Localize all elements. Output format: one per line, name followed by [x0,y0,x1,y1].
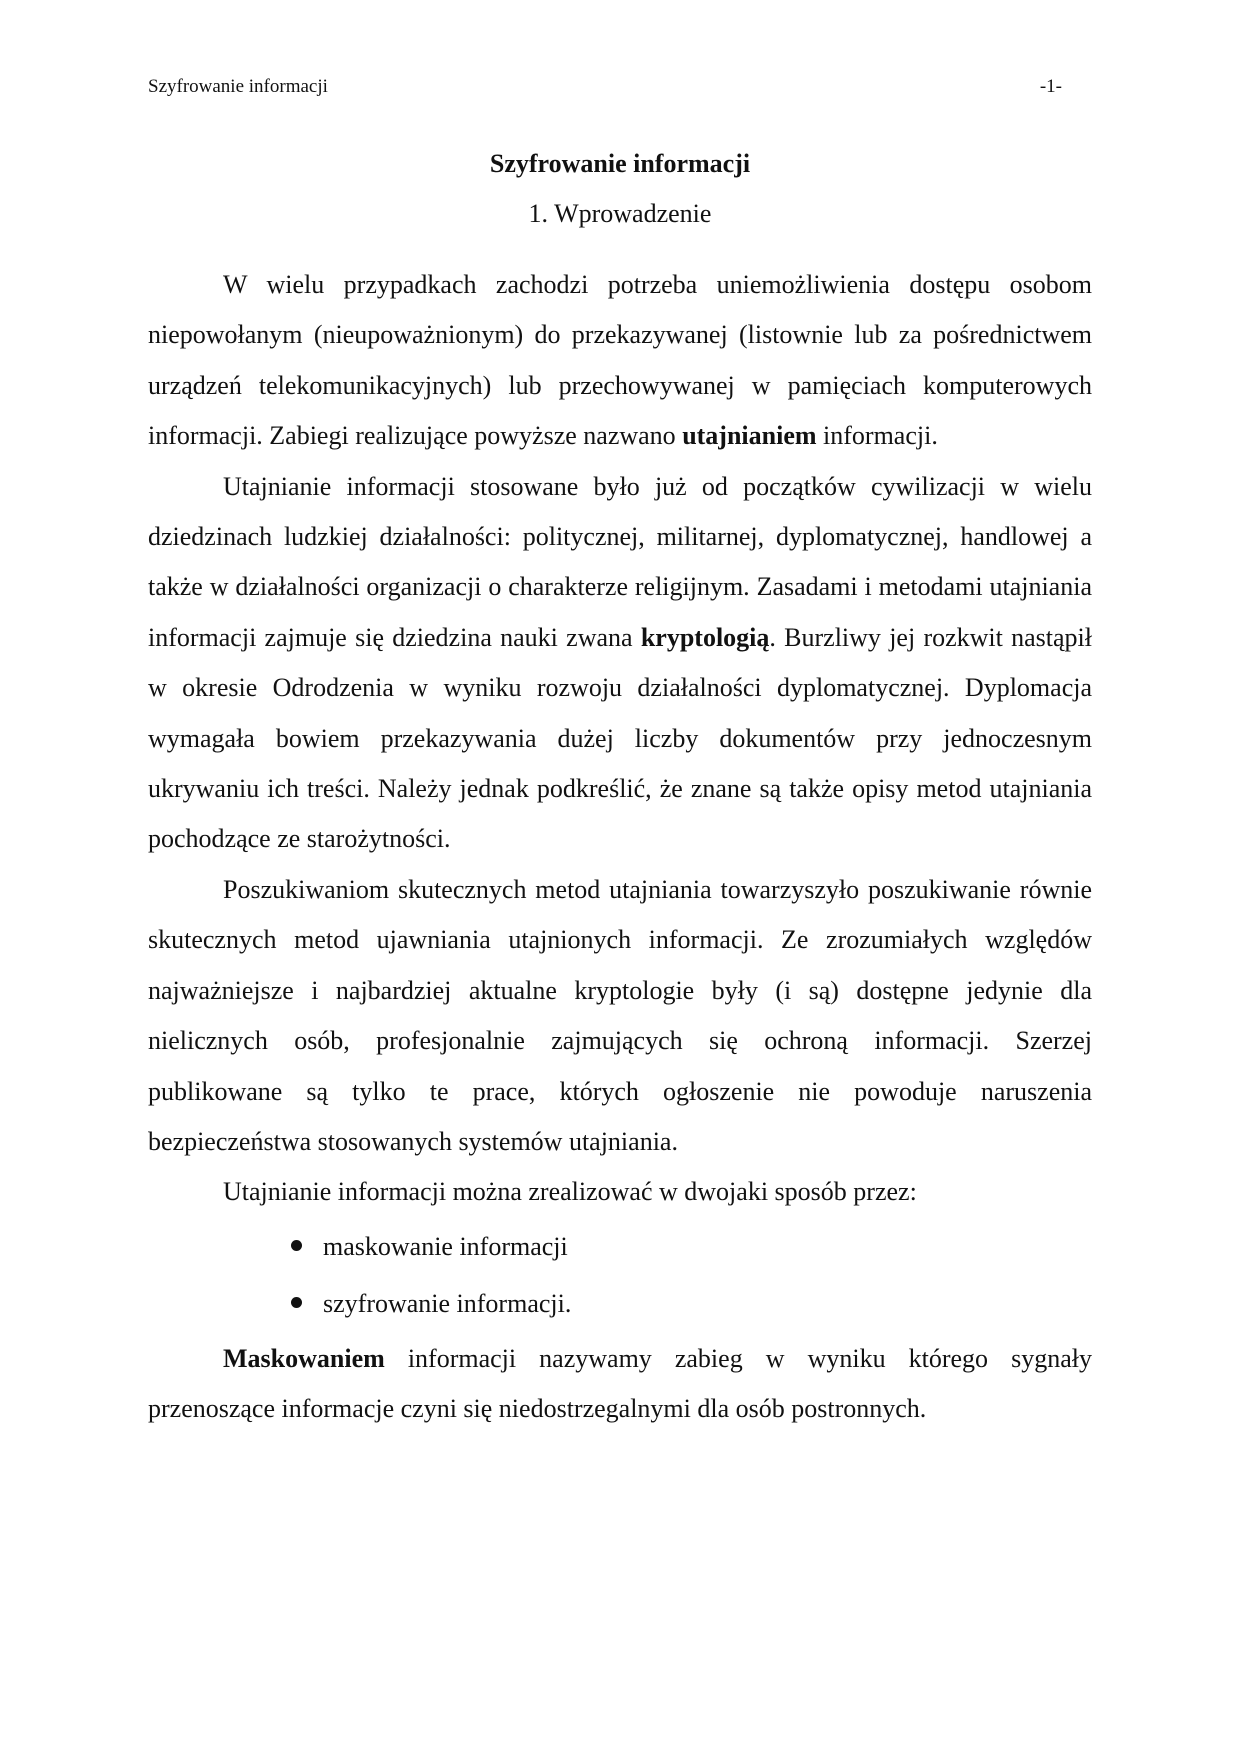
bullet-icon [291,1297,302,1308]
list-item-text: maskowanie informacji [323,1231,568,1261]
term-maskowaniem: Maskowaniem [223,1343,385,1373]
paragraph-2-text-b: . Burzliwy jej rozkwit nastąpił w okresie Odrodzenia w wyniku rozwoju działalności dyplomatycznej. Dyplomacja wymagała bowiem przekazywania dużej liczby dokumentów przy jednoczesnym ukrywaniu ich treści. Należy jednak podkreślić, że znane są także opisy metod utajniania pochodzące ze starożytności. [148,622,1093,854]
paragraph-1 [148,260,1092,462]
bullet-icon [291,1240,302,1251]
list-item-text: szyfrowanie informacji. [323,1288,572,1318]
section-heading: 1. Wprowadzenie [528,199,712,228]
paragraph-2-text-a: Utajnianie informacji stosowane było już od początków cywilizacji w wielu dziedzinach ludzkiej działalności: politycznej, militarnej, dyplomatycznej, handlowej a także w działalności organizacji o charakterze religijnym. Zasadami i metodami utajniania informacji zajmuje się dziedzina nauki zwana [148,471,1092,652]
bullet-list [148,1218,1092,1332]
body-text [148,260,1092,1435]
document-page [148,0,1092,1754]
page-number: -1- [1039,76,1062,97]
running-header-title: Szyfrowanie informacji [148,76,328,97]
paragraph-2 [148,462,1092,865]
paragraph-5 [148,1334,1092,1435]
term-utajnianiem: utajnianiem [682,421,817,451]
paragraph-3: Poszukiwaniom skutecznych metod utajniania towarzyszyło poszukiwanie równie skutecznych metod ujawniania utajnionych informacji. Ze zrozumiałych względów najważniejsze i najbardziej aktualne kryptologie były (i są) dostępne jedynie dla nielicznych osób, profesjonalnie zajmujących się ochroną informacji. Szerzej publikowane są tylko te prace, których ogłoszenie nie powoduje naruszenia bezpieczeństwa stosowanych systemów utajniania. [148,874,1092,1156]
running-header [148,76,1092,106]
document-title: Szyfrowanie informacji [489,149,751,178]
list-item [148,1275,1092,1332]
paragraph-1-text-b: informacji. [816,421,938,451]
list-item [148,1218,1092,1275]
paragraph-1-text-a: W wielu przypadkach zachodzi potrzeba uniemożliwienia dostępu osobom niepowołanym (nieupoważnionym) do przekazywanej (listownie lub za pośrednictwem urządzeń telekomunikacyjnych) lub przechowywanej w pamięciach komputerowych informacji. Zabiegi realizujące powyższe nazwano [148,270,1092,451]
paragraph-4: Utajnianie informacji można zrealizować w dwojaki sposób przez: [223,1177,917,1207]
paragraph-5-text: informacji nazywamy zabieg w wyniku którego sygnały przenoszące informacje czyni się niedostrzegalnymi dla osób postronnych. [148,1343,1092,1424]
term-kryptologia: kryptologią [640,622,770,652]
